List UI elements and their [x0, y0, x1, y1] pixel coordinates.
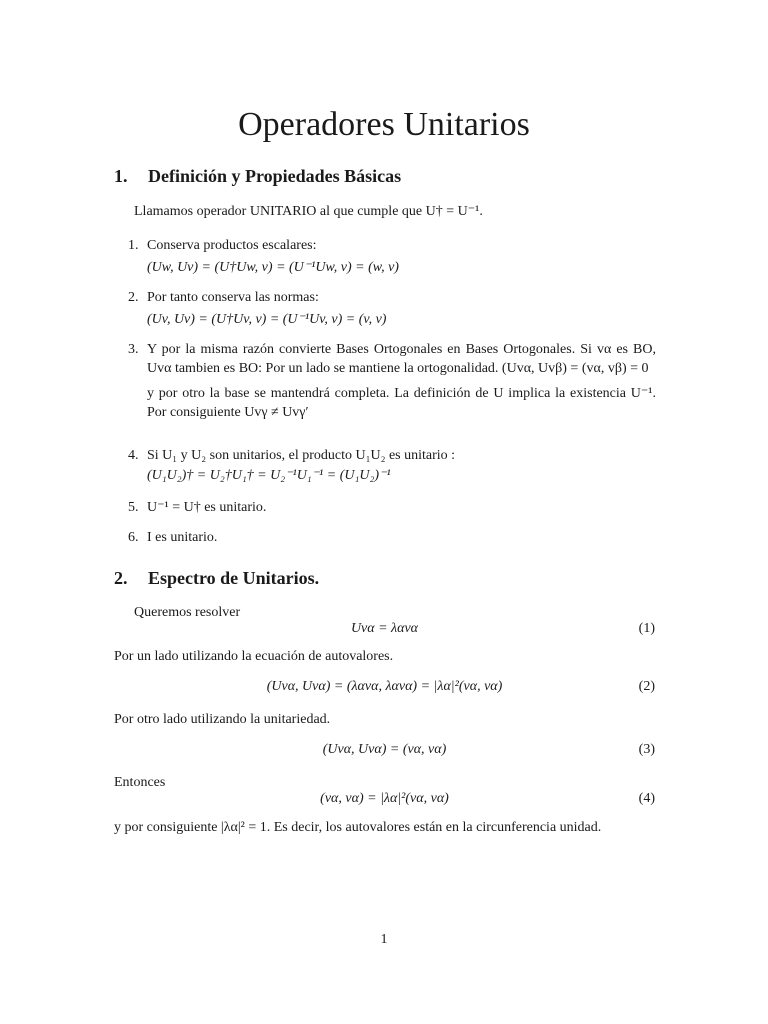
item-text: Por tanto conserva las normas: — [147, 290, 319, 305]
list-item — [128, 340, 656, 422]
list-item — [128, 236, 656, 277]
item-number: 4. — [128, 448, 139, 463]
section-2-number: 2. — [114, 568, 128, 588]
item-formula: (U₁U₂)† = U₂†U₁† = U₂⁻¹U₁⁻¹ = (U₁U₂)⁻¹ — [147, 468, 391, 483]
item-number: 6. — [128, 530, 139, 545]
item-text-continued: y por otro la base se mantendrá completa. La definición de U implica la existencia U⁻¹. Por consiguiente Uvγ ≠ Uvγ′ — [147, 386, 656, 420]
item-text: Y por la misma razón convierte Bases Ortogonales en Bases Ortogonales. Si vα es BO, Uvα tambien es BO: Por un lado se mantiene la ortogonalidad. (Uvα, Uvβ) = (vα, vβ) = 0 — [147, 342, 656, 376]
paragraph: Queremos resolver — [134, 605, 241, 620]
equation-body: Uvα = λαvα — [350, 621, 419, 636]
paragraph: Entonces — [114, 775, 166, 790]
item-number: 3. — [128, 342, 139, 357]
section-1-heading — [114, 166, 401, 187]
section-2-heading — [114, 568, 319, 589]
paragraph: y por consiguiente |λα|² = 1. Es decir, los autovalores están en la circunferencia unidad. — [114, 820, 602, 835]
equation-number: (4) — [638, 791, 655, 806]
item-text: U⁻¹ = U† es unitario. — [147, 500, 267, 515]
item-text: I es unitario. — [147, 530, 218, 545]
section-1-title: Definición y Propiedades Básicas — [148, 166, 402, 186]
section-2-title: Espectro de Unitarios. — [148, 568, 320, 588]
section-1-intro: Llamamos operador UNITARIO al que cumple que U† = U⁻¹. — [134, 204, 483, 219]
item-number: 1. — [128, 238, 139, 253]
item-text: Si U₁ y U₂ son unitarios, el producto U₁U₂ es unitario : — [147, 448, 456, 463]
section-1-number: 1. — [114, 166, 128, 186]
list-item — [128, 498, 656, 517]
page-number: 1 — [380, 932, 388, 947]
equation-body: (Uvα, Uvα) = (λαvα, λαvα) = |λα|²(vα, vα) — [266, 679, 503, 694]
paragraph: Por otro lado utilizando la unitariedad. — [114, 712, 331, 727]
list-item — [128, 446, 656, 485]
paragraph: Por un lado utilizando la ecuación de autovalores. — [114, 649, 394, 664]
list-item — [128, 288, 656, 329]
equation-body: (Uvα, Uvα) = (vα, vα) — [322, 742, 447, 757]
equation-number: (1) — [638, 621, 655, 636]
document-title: Operadores Unitarios — [238, 106, 530, 143]
equation-number: (2) — [638, 679, 655, 694]
item-formula: (Uw, Uv) = (U†Uw, v) = (U⁻¹Uw, v) = (w, v) — [147, 260, 399, 275]
item-formula: (Uv, Uv) = (U†Uv, v) = (U⁻¹Uv, v) = (v, v) — [147, 312, 387, 327]
item-number: 2. — [128, 290, 139, 305]
list-item — [128, 528, 656, 547]
equation-number: (3) — [638, 742, 655, 757]
equation-body: (vα, vα) = |λα|²(vα, vα) — [320, 791, 449, 806]
item-number: 5. — [128, 500, 139, 515]
item-text: Conserva productos escalares: — [147, 238, 317, 253]
